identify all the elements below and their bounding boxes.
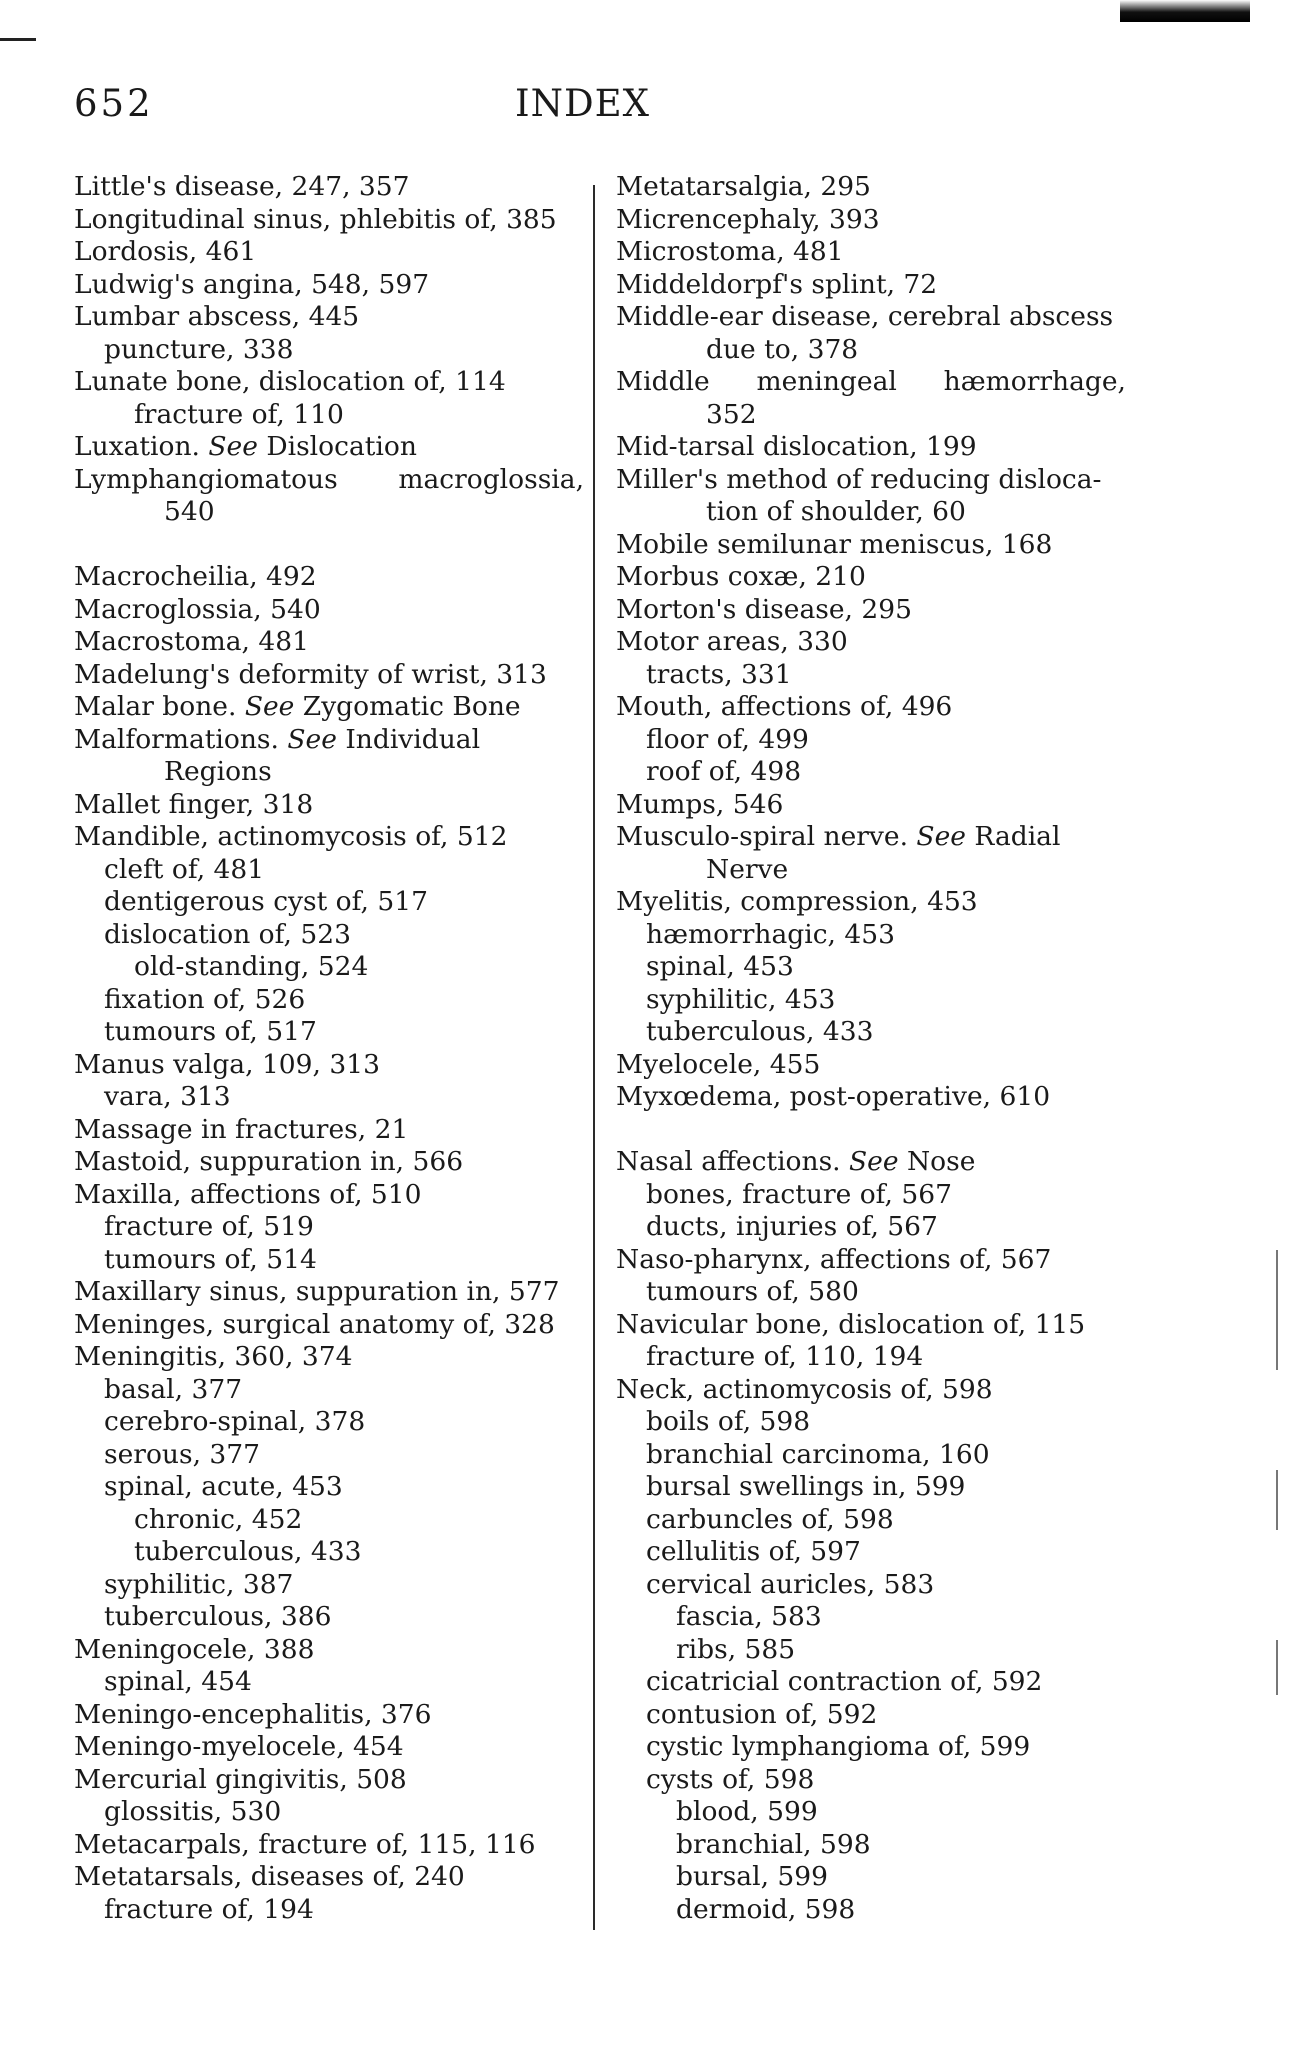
index-subentry: dislocation of, 523 bbox=[104, 918, 351, 950]
see-target: Nose bbox=[898, 1146, 976, 1177]
index-subentry: cervical auricles, 583 bbox=[646, 1568, 935, 1600]
index-subentry: fracture of, 110 bbox=[134, 398, 344, 430]
index-entry: Maxillary sinus, suppuration in, 577 bbox=[74, 1276, 560, 1307]
blank-line bbox=[74, 529, 584, 562]
index-subentry: boils of, 598 bbox=[646, 1406, 811, 1437]
index-subentry: spinal, acute, 453 bbox=[104, 1471, 343, 1502]
index-subentry: cleft of, 481 bbox=[104, 853, 265, 885]
column-divider bbox=[593, 185, 595, 1930]
index-subentry: fascia, 583 bbox=[676, 1601, 822, 1632]
index-entry: Myelocele, 455 bbox=[616, 1048, 821, 1080]
see-target: Radial bbox=[965, 821, 1061, 852]
index-column-left bbox=[74, 171, 584, 1926]
index-subentry: branchial, 598 bbox=[676, 1828, 871, 1860]
index-subentry: blood, 599 bbox=[676, 1796, 818, 1827]
index-entry: Maxilla, affections of, 510 bbox=[74, 1178, 422, 1210]
entry-text: Luxation. bbox=[74, 431, 209, 462]
index-subentry: carbuncles of, 598 bbox=[646, 1503, 894, 1535]
index-subentry: syphilitic, 453 bbox=[646, 983, 836, 1015]
index-subentry: Nerve bbox=[706, 853, 789, 885]
index-subentry: fixation of, 526 bbox=[104, 983, 306, 1015]
index-entry: Micrencephaly, 393 bbox=[616, 203, 880, 235]
index-entry: Manus valga, 109, 313 bbox=[74, 1048, 380, 1080]
index-column-right bbox=[616, 171, 1126, 1926]
index-entry: Mumps, 546 bbox=[616, 788, 784, 820]
index-entry: Naso-pharynx, affections of, 567 bbox=[616, 1243, 1052, 1275]
index-entry: Middle-ear disease, cerebral abscess bbox=[616, 301, 1114, 332]
index-entry: Mercurial gingivitis, 508 bbox=[74, 1763, 407, 1795]
index-entry bbox=[616, 821, 1126, 854]
index-subentry: tuberculous, 433 bbox=[134, 1536, 362, 1567]
index-entry bbox=[74, 431, 584, 464]
index-entry: Lunate bone, dislocation of, 114 bbox=[74, 366, 506, 397]
see-reference: See bbox=[208, 431, 258, 462]
index-subentry: cystic lymphangioma of, 599 bbox=[646, 1731, 1031, 1762]
index-entry: Meningo-myelocele, 454 bbox=[74, 1731, 404, 1762]
index-subentry: fracture of, 194 bbox=[104, 1893, 314, 1925]
index-subentry: bursal swellings in, 599 bbox=[646, 1471, 966, 1502]
entry-text: Malar bone. bbox=[74, 691, 245, 722]
index-entry: Navicular bone, dislocation of, 115 bbox=[616, 1308, 1086, 1340]
index-subentry: contusion of, 592 bbox=[646, 1698, 878, 1730]
index-subentry: tumours of, 517 bbox=[104, 1016, 317, 1047]
see-target: Dislocation bbox=[257, 431, 417, 462]
index-subentry: bones, fracture of, 567 bbox=[646, 1178, 952, 1210]
index-entry: Morton's disease, 295 bbox=[616, 593, 912, 625]
index-subentry: due to, 378 bbox=[706, 333, 859, 365]
entry-word: macroglossia, bbox=[398, 463, 584, 495]
index-subentry: syphilitic, 387 bbox=[104, 1568, 294, 1600]
index-subentry: cerebro-spinal, 378 bbox=[104, 1406, 366, 1437]
index-entry: Macroglossia, 540 bbox=[74, 593, 321, 625]
index-entry: Mouth, affections of, 496 bbox=[616, 691, 953, 722]
index-entry: Metatarsalgia, 295 bbox=[616, 171, 871, 202]
index-subentry: 352 bbox=[706, 398, 757, 430]
index-entry: Morbus coxæ, 210 bbox=[616, 561, 866, 592]
index-subentry: branchial carcinoma, 160 bbox=[646, 1438, 990, 1470]
index-entry: Madelung's deformity of wrist, 313 bbox=[74, 658, 547, 690]
index-entry: Mobile semilunar meniscus, 168 bbox=[616, 528, 1053, 560]
index-entry: Macrocheilia, 492 bbox=[74, 561, 317, 592]
index-entry: Neck, actinomycosis of, 598 bbox=[616, 1373, 993, 1405]
see-reference: See bbox=[849, 1146, 899, 1177]
scan-mark-top-left bbox=[0, 38, 36, 41]
index-subentry: floor of, 499 bbox=[646, 723, 809, 755]
index-entry: Myelitis, compression, 453 bbox=[616, 886, 978, 917]
index-entry: Middeldorpf's splint, 72 bbox=[616, 268, 938, 300]
index-subentry: glossitis, 530 bbox=[104, 1796, 282, 1827]
index-entry: Motor areas, 330 bbox=[616, 626, 848, 657]
index-entry: Lordosis, 461 bbox=[74, 236, 257, 267]
index-subentry: tuberculous, 386 bbox=[104, 1601, 332, 1632]
index-entry bbox=[74, 724, 584, 757]
page-number: 652 bbox=[74, 82, 154, 125]
index-subentry: 540 bbox=[164, 496, 215, 527]
index-subentry: bursal, 599 bbox=[676, 1861, 828, 1892]
index-entry: Miller's method of reducing disloca- bbox=[616, 463, 1102, 495]
blank-line bbox=[616, 1114, 1126, 1147]
entry-text: Musculo-spiral nerve. bbox=[616, 821, 917, 852]
index-subentry: Regions bbox=[164, 756, 272, 787]
index-subentry: tion of shoulder, 60 bbox=[706, 496, 966, 527]
index-subentry: tracts, 331 bbox=[646, 658, 792, 690]
see-reference: See bbox=[244, 691, 295, 722]
see-reference: See bbox=[916, 821, 966, 852]
index-entry bbox=[74, 691, 584, 724]
index-entry: Meningocele, 388 bbox=[74, 1633, 315, 1665]
index-subentry: old-standing, 524 bbox=[134, 951, 369, 982]
index-entry: Massage in fractures, 21 bbox=[74, 1113, 409, 1145]
index-entry: Meningo-encephalitis, 376 bbox=[74, 1698, 432, 1730]
index-entry: Microstoma, 481 bbox=[616, 236, 844, 267]
entry-word: hæmorrhage, bbox=[943, 366, 1126, 397]
entry-word: Lymphangiomatous bbox=[74, 463, 338, 495]
index-subentry: ducts, injuries of, 567 bbox=[646, 1211, 938, 1242]
index-subentry: chronic, 452 bbox=[134, 1503, 303, 1535]
index-subentry: puncture, 338 bbox=[104, 333, 294, 365]
index-entry: Metatarsals, diseases of, 240 bbox=[74, 1861, 465, 1892]
index-subentry: vara, 313 bbox=[104, 1081, 231, 1112]
index-entry: Mastoid, suppuration in, 566 bbox=[74, 1146, 464, 1177]
index-subentry: fracture of, 110, 194 bbox=[646, 1341, 924, 1372]
index-entry: Mallet finger, 318 bbox=[74, 788, 314, 820]
scan-edge-mark bbox=[1276, 1470, 1278, 1530]
index-entry: Metacarpals, fracture of, 115, 116 bbox=[74, 1828, 536, 1860]
index-subentry: ribs, 585 bbox=[676, 1633, 796, 1665]
index-entry: Meninges, surgical anatomy of, 328 bbox=[74, 1308, 555, 1340]
index-entry: Macrostoma, 481 bbox=[74, 626, 309, 657]
index-subentry: serous, 377 bbox=[104, 1438, 260, 1470]
scan-mark-top-right bbox=[1120, 0, 1250, 22]
entry-text: Malformations. bbox=[74, 723, 288, 755]
see-reference: See bbox=[287, 723, 337, 755]
index-entry: Mid-tarsal dislocation, 199 bbox=[616, 431, 977, 462]
entry-word: meningeal bbox=[756, 366, 897, 397]
index-entry: Ludwig's angina, 548, 597 bbox=[74, 268, 430, 300]
index-subentry: dermoid, 598 bbox=[676, 1893, 856, 1925]
index-subentry: spinal, 453 bbox=[646, 951, 794, 982]
page-title: INDEX bbox=[515, 82, 651, 125]
index-entry bbox=[74, 464, 584, 497]
index-entry: Mandible, actinomycosis of, 512 bbox=[74, 821, 508, 852]
scan-edge-mark bbox=[1276, 1640, 1278, 1695]
entry-text: Nasal affections. bbox=[616, 1146, 850, 1177]
index-subentry: tuberculous, 433 bbox=[646, 1016, 874, 1047]
index-subentry: hæmorrhagic, 453 bbox=[646, 918, 895, 950]
index-subentry: roof of, 498 bbox=[646, 756, 802, 787]
index-entry: Meningitis, 360, 374 bbox=[74, 1341, 353, 1372]
index-subentry: dentigerous cyst of, 517 bbox=[104, 886, 428, 917]
index-subentry: cysts of, 598 bbox=[646, 1763, 815, 1795]
index-entry: Myxœdema, post-operative, 610 bbox=[616, 1081, 1051, 1112]
index-entry: Lumbar abscess, 445 bbox=[74, 301, 360, 332]
index-subentry: cicatricial contraction of, 592 bbox=[646, 1666, 1043, 1697]
index-entry bbox=[616, 1146, 1126, 1179]
index-subentry: fracture of, 519 bbox=[104, 1211, 314, 1242]
entry-word: Middle bbox=[616, 366, 710, 397]
index-subentry: tumours of, 514 bbox=[104, 1243, 317, 1275]
index-entry: Longitudinal sinus, phlebitis of, 385 bbox=[74, 203, 557, 235]
index-subentry: cellulitis of, 597 bbox=[646, 1536, 861, 1567]
index-subentry: basal, 377 bbox=[104, 1373, 243, 1405]
index-subentry: spinal, 454 bbox=[104, 1666, 252, 1697]
scan-edge-mark bbox=[1276, 1250, 1278, 1370]
index-subentry: tumours of, 580 bbox=[646, 1276, 859, 1307]
index-entry: Little's disease, 247, 357 bbox=[74, 171, 410, 202]
index-entry bbox=[616, 366, 1126, 399]
see-target: Individual bbox=[336, 723, 481, 755]
see-target: Zygomatic Bone bbox=[294, 691, 521, 722]
